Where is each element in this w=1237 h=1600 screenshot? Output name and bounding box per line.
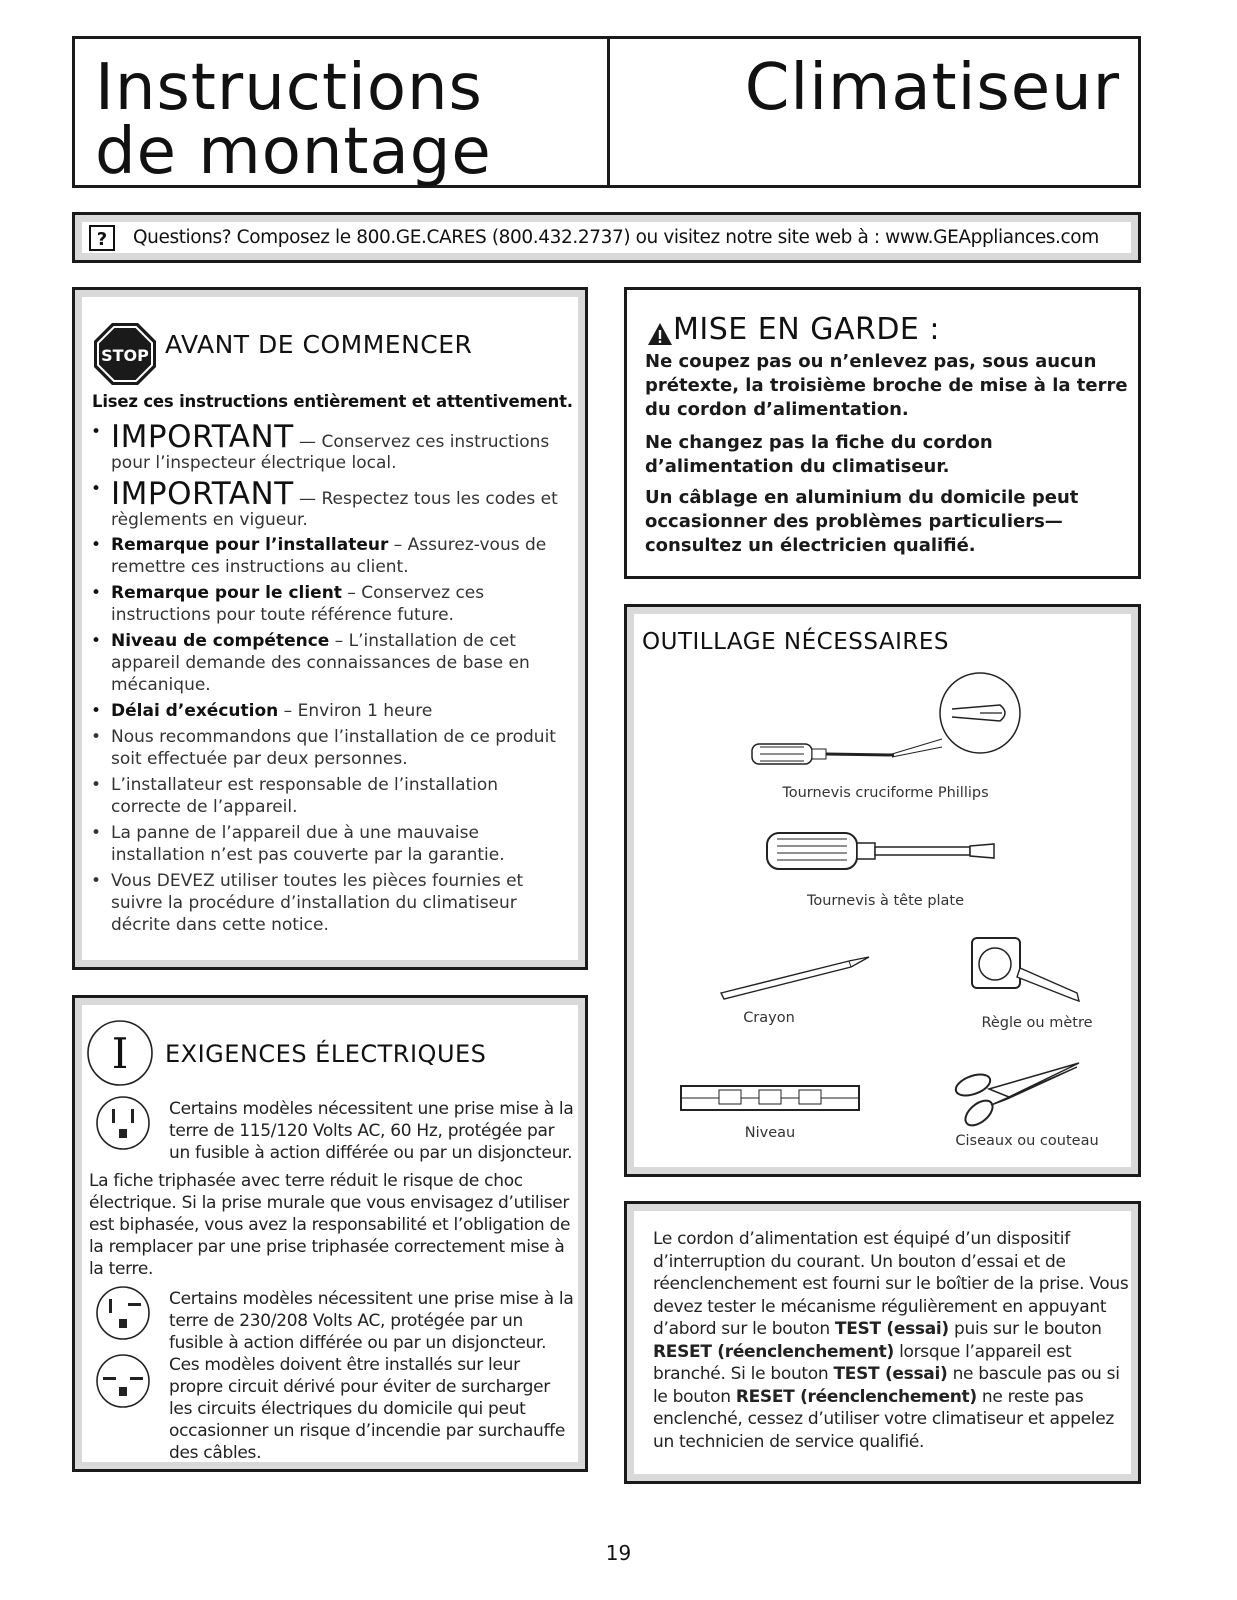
list-item: • Nous recommandons que l’installation de ce produit soit effectuée par deux personnes. — [87, 726, 565, 770]
header-product-box — [607, 36, 1141, 188]
list-item: • IMPORTANT — Conservez ces instructions pour l’inspecteur électrique local. — [87, 422, 565, 473]
warning-heading: MISE EN GARDE : — [673, 312, 941, 347]
tape-measure-caption: Règle ou mètre — [981, 1015, 1093, 1031]
list-item: • IMPORTANT — Respectez tous les codes et règlements en vigueur. — [87, 479, 565, 530]
warning-paragraph-2: Ne changez pas la fiche du cordon d’alimentation du climatiseur. — [645, 432, 993, 477]
svg-text:I: I — [111, 1029, 129, 1078]
list-item: • Remarque pour l’installateur – Assurez-vous de remettre ces instructions au client. — [87, 534, 565, 578]
electrical-heading: EXIGENCES ÉLECTRIQUES — [165, 1040, 487, 1068]
flat-screwdriver-caption: Tournevis à tête plate — [806, 893, 965, 909]
electrical-paragraph-3: Certains modèles nécessitent une prise mise à la terre de 230/208 Volts AC, protégée par un fusible à action différée ou par un disjoncteur. Ces modèles doivent être installés sur leur propre circuit dérivé pour éviter de surcharger les circuits électriques du domicile qui peut occasionner un risque d’incendie par surchauffe des câbles. — [169, 1289, 574, 1463]
questions-text: Questions? Composez le 800.GE.CARES (800.432.2737) ou visitez notre site web à : www.GEAppliances.com — [133, 227, 1099, 248]
electrical-requirements-section — [72, 995, 588, 1472]
questions-bar — [72, 212, 1141, 263]
important-info-icon — [85, 1018, 155, 1088]
electrical-paragraph-1: Certains modèles nécessitent une prise mise à la terre de 115/120 Volts AC, 60 Hz, protégée par un fusible à action différée ou par un disjoncteur. — [169, 1099, 574, 1163]
outlet-208v-icon — [95, 1353, 151, 1409]
svg-text:STOP: STOP — [101, 346, 149, 365]
outlet-115v-icon — [95, 1095, 151, 1151]
scissors-caption: Ciseaux ou couteau — [955, 1133, 1099, 1149]
warning-paragraph-1: Ne coupez pas ou n’enlevez pas, sous aucun prétexte, la troisième broche de mise à la terre du cordon d’alimentation. — [645, 351, 1128, 420]
power-cord-section — [624, 1201, 1141, 1484]
warning-section — [624, 287, 1141, 579]
title-line-1: Instructions — [95, 51, 483, 125]
list-item: • Délai d’exécution – Environ 1 heure — [87, 700, 565, 722]
outlet-230v-icon — [95, 1285, 151, 1341]
pencil-caption: Crayon — [743, 1010, 795, 1026]
phillips-caption: Tournevis cruciforme Phillips — [782, 785, 989, 801]
power-cord-text: Le cordon d’alimentation est équipé d’un dispositif d’interruption du courant. Un bouton d’essai et de réenclenchement est fourni sur le boîtier de la prise. Vous devez tester le mécanisme régulièrement en appuyant d’abord sur le bouton TEST (essai) puis sur le bouton RESET (réenclenchement) lorsque l’appareil est branché. Si le bouton TEST (essai) ne bascule pas ou si le bouton RESET (réenclenchement) ne reste pas enclenché, cessez d’utiliser votre climatiseur et appelez un technicien de service qualifié. — [653, 1229, 1129, 1452]
scissors-icon — [949, 1057, 1089, 1132]
phillips-screwdriver-icon — [742, 669, 1042, 779]
before-you-begin-section — [72, 287, 588, 970]
question-icon: ? — [89, 225, 115, 251]
section-heading: AVANT DE COMMENCER — [165, 330, 473, 359]
list-item: • Vous DEVEZ utiliser toutes les pièces fournies et suivre la procédure d’installation du climatiseur décrite dans cette notice. — [87, 870, 565, 936]
intro-text: Lisez ces instructions entièrement et attentivement. — [92, 392, 573, 411]
warning-triangle-icon — [647, 322, 673, 346]
pencil-icon — [719, 953, 879, 1003]
level-caption: Niveau — [744, 1125, 796, 1141]
flat-screwdriver-icon — [762, 827, 1002, 877]
product-title: Climatiseur — [744, 51, 1120, 125]
tape-measure-icon — [967, 933, 1087, 1013]
electrical-paragraph-2: La fiche triphasée avec terre réduit le risque de choc électrique. Si la prise murale que vous envisagez d’utiliser est biphasée, vous avez la responsabilité et l’obligation de la remplacer par une prise triphasée correctement mise à la terre. — [89, 1171, 571, 1279]
list-item: • L’installateur est responsable de l’installation correcte de l’appareil. — [87, 774, 565, 818]
level-icon — [679, 1084, 861, 1112]
page-number: 19 — [605, 1541, 632, 1565]
title-line-2: de montage — [95, 115, 492, 189]
tools-section — [624, 604, 1141, 1177]
list-item: • La panne de l’appareil due à une mauvaise installation n’est pas couverte par la garantie. — [87, 822, 565, 866]
list-item: • Niveau de compétence – L’installation de cet appareil demande des connaissances de base en mécanique. — [87, 630, 565, 696]
stop-sign-icon — [93, 322, 157, 386]
warning-paragraph-3: Un câblage en aluminium du domicile peut occasionner des problèmes particuliers— consultez un électricien qualifié. — [645, 487, 1079, 556]
tools-heading: OUTILLAGE NÉCESSAIRES — [642, 629, 950, 655]
header-title-box — [72, 36, 610, 188]
list-item: • Remarque pour le client – Conservez ces instructions pour toute référence future. — [87, 582, 565, 626]
instruction-list — [87, 419, 565, 936]
